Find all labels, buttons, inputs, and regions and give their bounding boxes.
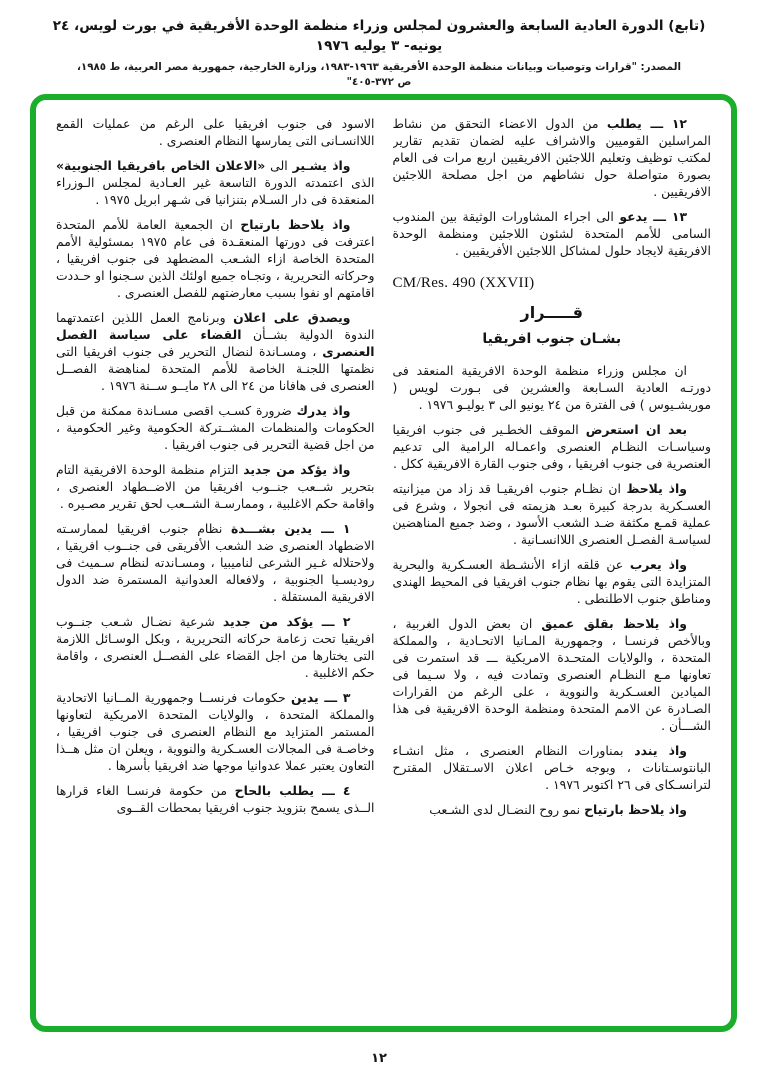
text-run: وبرنامج العمل اللذين اعتمدتهما الندوة الدولية بشــأن [56, 310, 375, 342]
text-run: الذى اعتمدته الدورة التاسعة غير العـادية لمجلس الـوزراء المنعقدة فى دار السـلام بتنزانيا فى شـهر ابريل ١٩٧٥ . [56, 175, 375, 207]
paragraph [56, 216, 375, 301]
paragraph [56, 115, 375, 149]
text-run: من الدول الاعضاء التحقق من نشاط المراسلين القوميين والاشراف عليه لضمان تقديم تقارير لمكتب توظيف وتعليم اللاجئين الافريقيين اربع مرات فى العام بصورة متواصلة حول نشاطهم من اجل مصلحة اللاجئين الافريقيين . [392, 116, 711, 199]
text-run: الموقف الخطـير فى جنوب افريقيا وسياسـات النظـام العنصرى واعمـاله الرامية الى تدعيم العنصرية فى جنوب افريقيا ، وفى جنوب القارة الافريقية ككل . [392, 422, 711, 471]
bold-run: بعد ان استعرض [585, 422, 687, 437]
bold-run: واذ يدرك [296, 403, 351, 418]
bold-run: ٢ ـــ يؤكد من جديد [222, 614, 351, 629]
bold-run: واذ يشـير [292, 158, 351, 173]
text-run: ان مجلس وزراء منظمة الوحدة الافريقية المنعقد فى دورتـه العادية السـابعة والعشرين فى بـورت لويس ( موريشـيوس ) فى الفترة من ٢٤ يونيو الى ٣ يوليـو ١٩٧٦ . [392, 363, 711, 412]
text-run: نظام جنوب افريقيا لممارسـته الاضطهاد العنصرى ضد الشعب الأفريقى فى جنــوب افريقيا ، ولاحتلاله غـير الشرعى لناميبيا ، ومسـاندته لنظام سـميث فى روديسـيا الجنوبية ، ولافعاله العدوانية المستمرة ضد الدول الافريقية المستقلة . [56, 521, 375, 604]
text-run: الاسود فى جنوب افريقيا على الرغم من عمليات القمع اللاانسـانى التى يمارسها النظام العنصرى . [56, 116, 375, 148]
content-border-box [30, 94, 737, 1032]
bold-run: واذ يندد [634, 743, 687, 758]
paragraph [56, 157, 375, 208]
bold-run: ١ ـــ يدين بشـــدة [230, 521, 351, 536]
bold-run: واذ يلاحظ بارتياح [240, 217, 351, 232]
text-run: ان نظـام جنوب افريقيـا قد زاد من ميزانيته العسـكرية بدرجة كبيرة بعـد هزيمته فى انجولا ، وشرع فى عملية قمـع مكثفة ضـد الشعب الأسود ، وضد جميع المناهضين لسياسـة الفصـل العنصرى اللاانسـانية . [392, 481, 711, 547]
bold-run: واذ يلاحظ بارتياح [584, 802, 687, 817]
paragraph [393, 115, 712, 200]
bold-run: القضاء على سياسة الفصل العنصرى [56, 327, 375, 359]
paragraph [56, 613, 375, 681]
paragraph [56, 461, 375, 512]
paragraph [56, 402, 375, 453]
paragraph [393, 742, 712, 793]
paragraph [393, 208, 712, 259]
text-run: من حكومة فرنسـا الغاء قرارها الــذى يسمح بتزويد جنوب افريقيا بمحطات القــوى [56, 783, 375, 815]
bold-run: ويصدق على اعلان [233, 310, 351, 325]
resolution-code: CM/Res. 490 (XXVII) [392, 275, 535, 291]
paragraph [56, 309, 375, 394]
text-run: التزام منظمة الوحدة الافريقية التام بتحرير شــعب جنــوب افريقيا من الاضــطهاد العنصرى ، واقامة حكم الاغلبية ، وممارسـة الشــعب لحق تقرير مصـيره . [56, 462, 375, 511]
two-column-layout [56, 115, 711, 1018]
text-run: ، ومسـاندة لنضال التحرير فى جنوب افريقيا التى نظمتها اللجنـة الخاصة للأمم المتحدة لمناهضة الفصــل العنصرى فى هافانا من ٢٤ الى ٢٨ مايــو ســنة ١٩٧٦ . [56, 344, 375, 393]
text-run: عن قلقه ازاء الأنشـطة العسـكرية والبحرية المتزايدة التى يقوم بها نظام جنوب افريقيا فى المحيط الهندى ومناطق جنوب الاطلنطى . [392, 557, 711, 606]
paragraph [393, 362, 712, 413]
bold-run: ١٢ ـــ يطلب [606, 116, 687, 131]
bold-run: واذ يلاحظ بقلق عميق [541, 616, 687, 631]
left-column [56, 115, 375, 1018]
text-run: حكومات فرنســا وجمهورية المــانيا الاتحادية والمملكة المتحدة ، والولايات المتحدة الامريكية لتعاونها المستمر المتزايد مع النظام العنصرى فى جنوب افريقيا ، وخاصـة فى المجالات العسـكرية والنووية ، ويعلن ان مثل هــذا التعاون يعتبر عملا عدوانيا موجها ضد افريقيا بأسرها . [56, 690, 375, 773]
paragraph [393, 615, 712, 734]
paragraph [56, 520, 375, 605]
bold-run: ١٣ ـــ يدعو [619, 209, 688, 224]
bold-run: «الاعلان الخاص بافريقيا الجنوبية» [56, 158, 266, 173]
paragraph [393, 556, 712, 607]
bold-run: ٤ ـــ يطلب بالحاح [234, 783, 351, 798]
resolution-heading: قـــــرار [520, 303, 583, 322]
paragraph [393, 801, 712, 818]
paragraph [56, 689, 375, 774]
page-number: ١٢ [371, 1051, 387, 1066]
paragraph [56, 782, 375, 816]
bold-run: واذ يعرب [629, 557, 687, 572]
text-run: ان الجمعية العامة للأمم المتحدة اعترفت فى دورتها المنعقـدة فى عام ١٩٧٥ بمسئولية الأمم المتحدة الخاصة ازاء الشـعب المضطهد فى جنوب افريقيا ، وحركاته التحريرية ، وتجـاه جميع اولئك الذين سـجنوا او حـددت اقامتهم او نفوا بسبب معارضتهم للفصل العنصرى . [56, 217, 375, 300]
text-run: ان بعض الدول الغربية ، وبالأخص فرنسـا ، وجمهورية المـانيا الاتحـادية ، والمملكة المتحدة ، والولايات المتحـدة الامريكية ـــ قد استمرت فى تعاونها مـع النظـام العنصرى وتمادت فيه ، ولا سـيما فى الميادين العسـكرية والنووية ، على الرغم من القرارات الصـادرة عن الامم المتحدة ومنظمة الوحدة الافريقية فى هذا الشـــأن . [392, 616, 711, 733]
header-title: (تابع) الدورة العادية السابعة والعشرون لمجلس وزراء منظمة الوحدة الأفريقية في بورت لويس، ٢٤ يونيه- ٣ يوليه ١٩٧٦ [52, 18, 706, 54]
text-run: الى اجراء المشاورات الوثيقة بين المندوب السامى للأمم المتحدة لشئون اللاجئين ومنظمة الوحدة الافريقية لايجاد حلول لمشاكل اللاجئين الأفريقيين . [392, 209, 711, 258]
bold-run: واذ يؤكد من جديد [243, 462, 351, 477]
bold-run: واذ يلاحظ [626, 481, 687, 496]
text-run: بمناورات النظام العنصرى ، مثل انشـاء البانتوسـتانات ، وبوجه خـاص اعلان الاسـتقلال المقترح لترانسـكاى فى ٢٦ اكتوبر ١٩٧٦ . [392, 743, 711, 792]
paragraph [393, 480, 712, 548]
page-header [0, 16, 758, 90]
text-run: الى [265, 158, 293, 173]
resolution-subheading: بشـان جنوب افريقيا [482, 331, 622, 347]
bold-run: ٣ ـــ يدين [291, 690, 351, 705]
text-run: ضرورة كسـب اقصى مسـاندة ممكنة من قبل الحكومات والمنظمات المشــتركة الحكومية وغير الحكومية ، من اجل قضية التحرير فى جنوب افريقيا . [56, 403, 375, 452]
right-column [393, 115, 712, 1018]
text-run: نمو روح النضـال لدى الشـعب [429, 802, 585, 817]
paragraph [393, 421, 712, 472]
text-run: شرعية نضـال شـعب جنــوب افريقيا تحت زعامة حركاته التحريرية ، وبكل الوسـائل اللازمة التى يختارها من اجل القضاء على الفصــل العنصرى ، واقامة حكم الاغلبية . [56, 614, 375, 680]
header-source: المصدر: "قرارات وتوصيات وبيانات منظمة الوحدة الأفريقية ١٩٦٣-١٩٨٣، وزارة الخارجية، جمهورية مصر العربية، ط ١٩٨٥، ص ٣٧٢-٤٠٥" [77, 61, 681, 88]
